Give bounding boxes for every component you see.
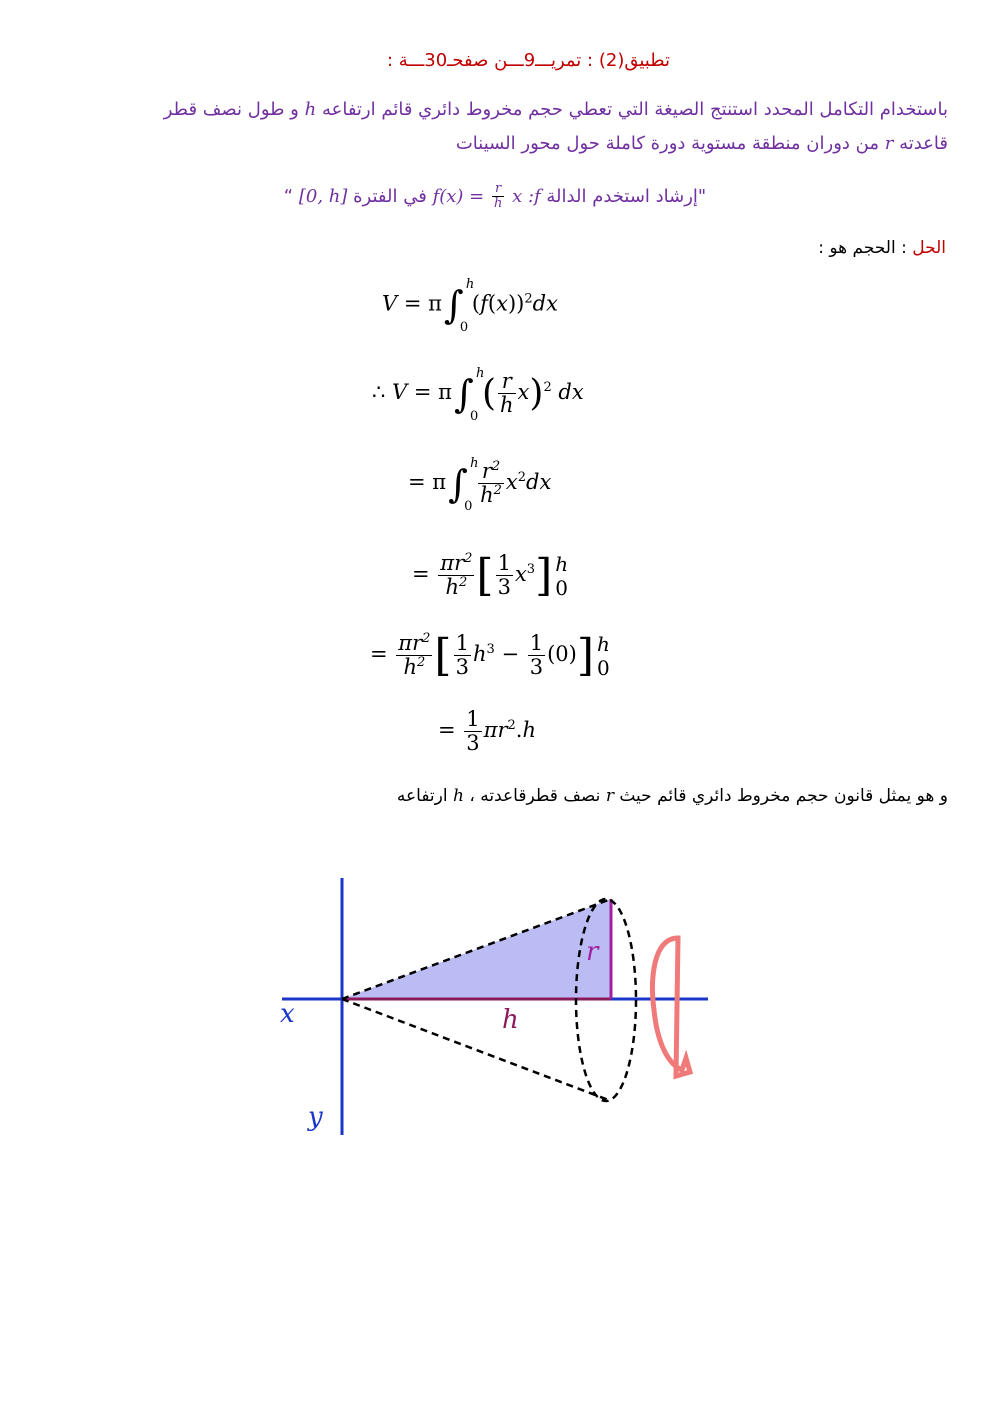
equation-2: ∴ V = π∫ h 0 ( $\frac{r}{h}$ x)$^2$ dx: [372, 365, 584, 424]
hint-prefix: "إرشاد استخدم الدالة: [546, 185, 707, 207]
question-line-2: [60, 133, 948, 154]
solution-label: الحل: [912, 238, 946, 258]
equation-6: = $\frac{1}{3}$ $\pi r^2.h$: [438, 707, 536, 756]
question-text-3: قاعدته: [899, 133, 948, 154]
conclusion-end: ارتفاعه: [396, 786, 448, 806]
conclusion-mid: نصف قطرقاعدته ،: [469, 786, 601, 806]
question-text-2: و طول نصف قطر: [163, 99, 299, 120]
conclusion-var-h: h: [453, 786, 464, 806]
var-h: h: [304, 99, 317, 120]
equation-1: V = π∫ h 0 $(f(x))^2dx$: [382, 277, 558, 335]
conclusion-line: [270, 786, 948, 806]
rotation-arrow-icon: [653, 938, 690, 1076]
solution-heading: [600, 238, 946, 258]
cone-figure: [270, 860, 720, 1150]
equation-5: = $\frac{\pi r^2}{h^2}$ [ $\frac{1}{3}$ $h^3$ − $\frac{1}{3}$ (0)] h 0: [370, 630, 610, 681]
question-text-4: من دوران منطقة مستوية دورة كاملة حول محور السينات: [455, 133, 879, 154]
label-r: r: [586, 937, 599, 967]
hint-middle: في الفترة: [353, 185, 427, 207]
conclusion-text: و هو يمثل قانون حجم مخروط دائري قائم حيث: [619, 786, 948, 806]
hint-interval: [0, h]: [298, 185, 348, 207]
solution-text: : الحجم هو :: [818, 238, 907, 258]
equation-4: = $\frac{\pi r^2}{h^2}$ [ $\frac{1}{3}$ $x^3$] h 0: [412, 550, 569, 601]
question-text-1: باستخدام التكامل المحدد استنتج الصيغة التي تعطي حجم مخروط دائري قائم ارتفاعه: [321, 99, 948, 120]
label-x: x: [280, 999, 295, 1029]
var-r: r: [884, 133, 894, 154]
hint-line: "إرشاد استخدم الدالة f(x) = $\frac{r}{h}$ x :f في الفترة [0, h] “: [283, 181, 707, 212]
equation-3: = π∫ h 0 $\frac{r^2}{h^2}$ $x^2dx$: [408, 455, 552, 514]
hint-function: f(x) = $\frac{r}{h}$ x :f: [432, 181, 541, 212]
question-line-1: [60, 99, 948, 120]
cone-bottom-edge: [342, 999, 611, 1101]
label-y: y: [308, 1102, 323, 1132]
conclusion-var-r: r: [605, 786, 614, 806]
label-h: h: [502, 1005, 519, 1035]
exercise-title: تطبيق(2) : تمريـــ9ـــن صفحـ30ـــة :: [386, 50, 670, 71]
